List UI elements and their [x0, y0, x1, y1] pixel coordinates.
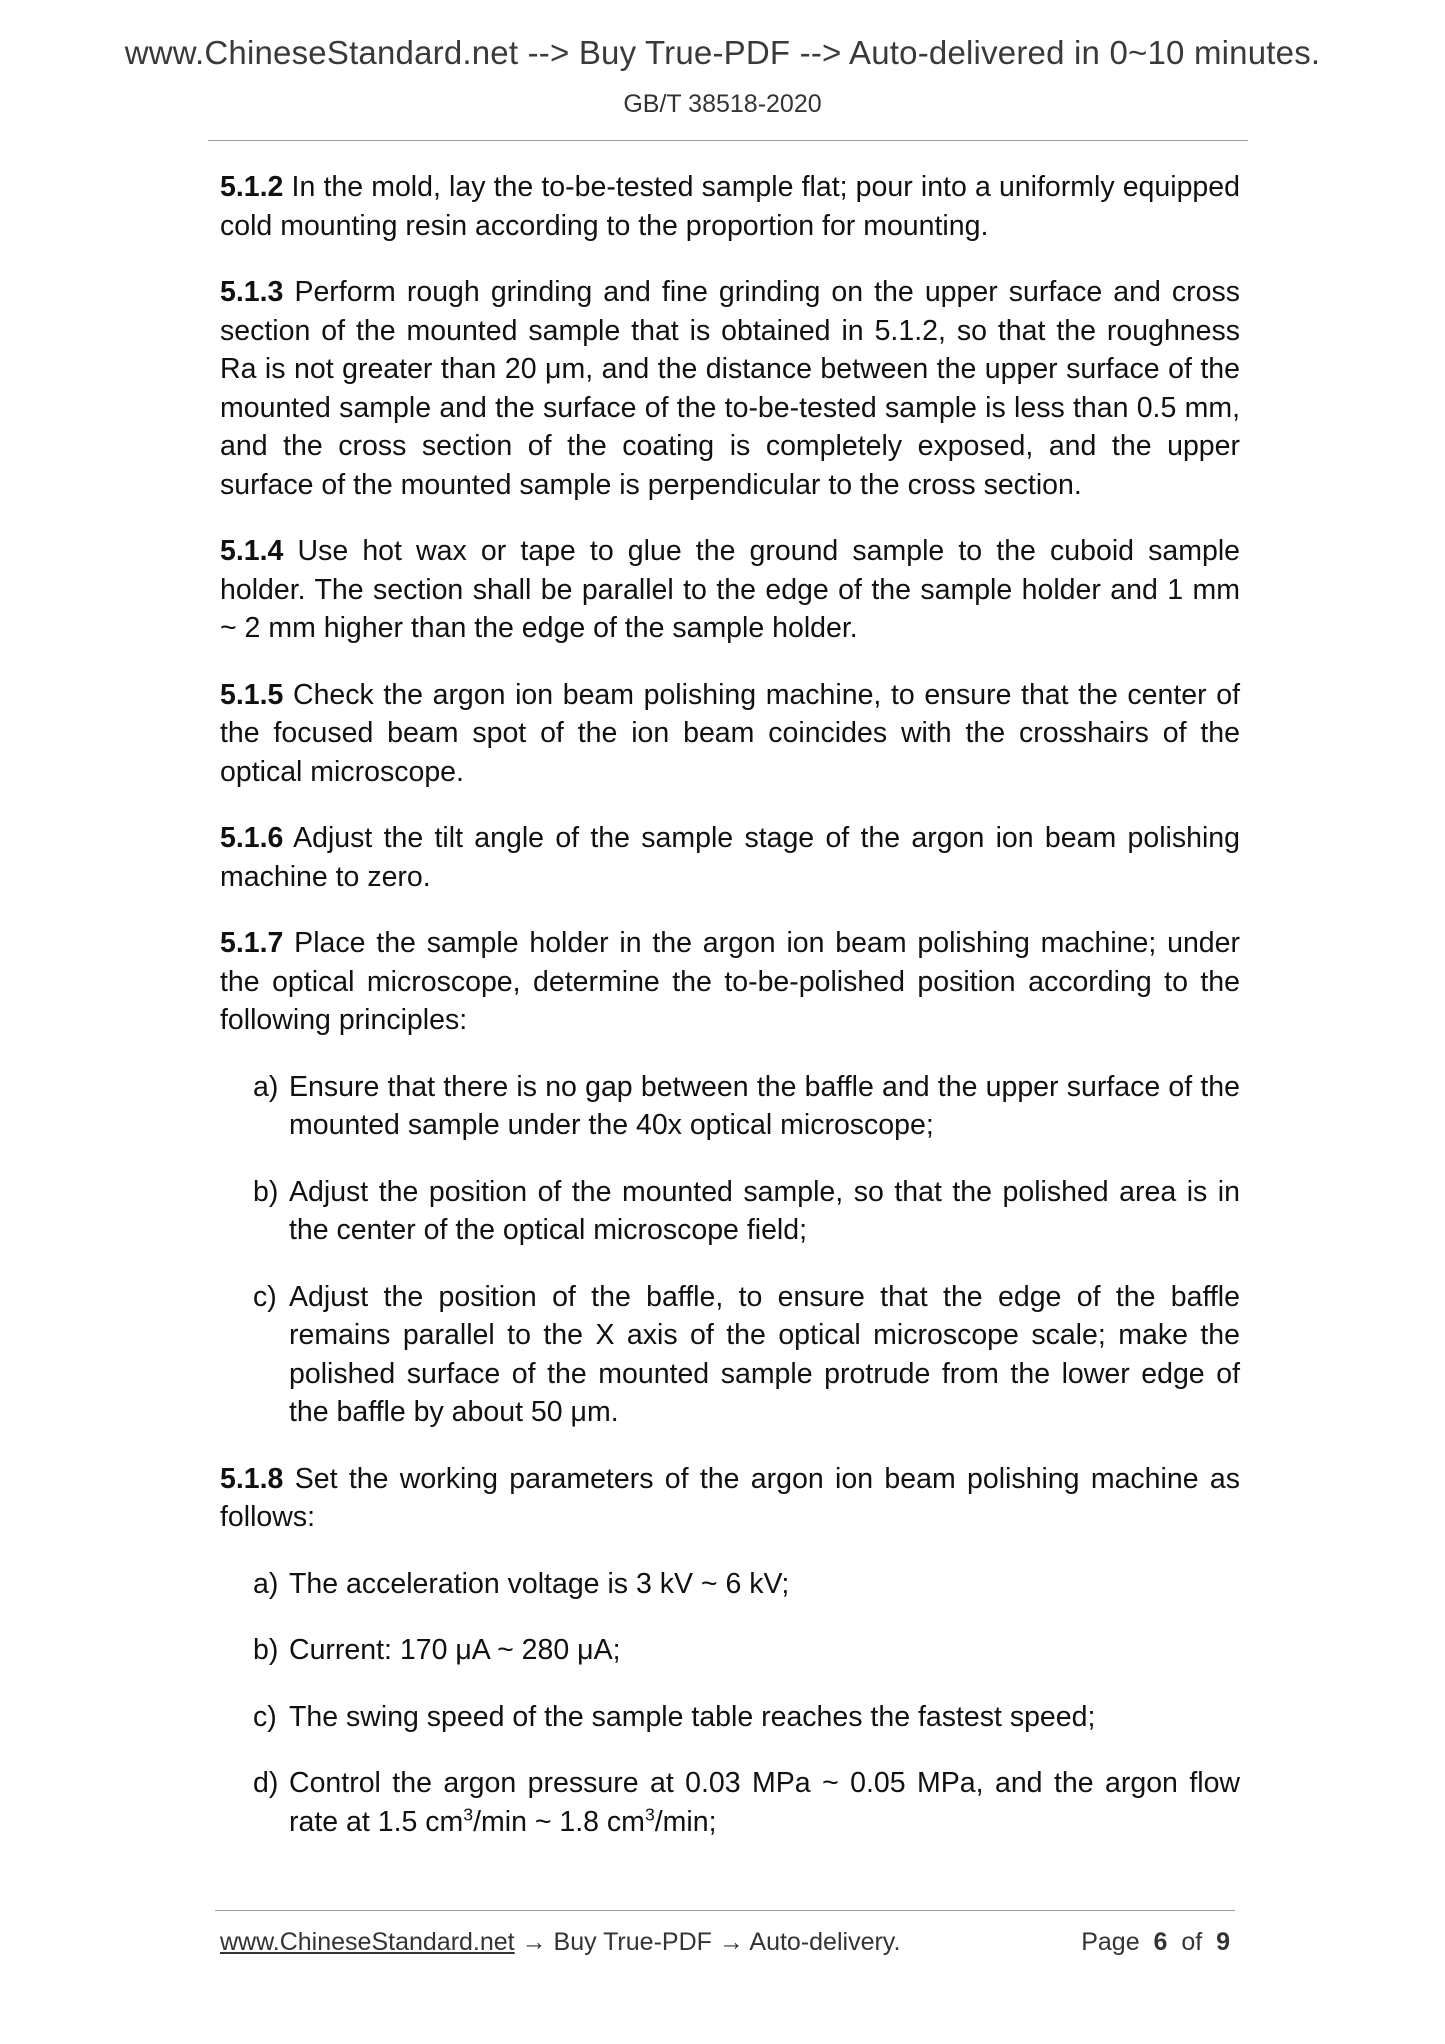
clause-number: 5.1.4	[220, 535, 284, 567]
document-body	[220, 168, 1240, 1869]
list-item-text: /min;	[654, 1805, 717, 1838]
clause-number: 5.1.8	[220, 1462, 284, 1495]
clause-text: Check the argon ion beam polishing machine, to ensure that the center of the focused beam spot of the ion beam coincides with the crosshairs of the optical microscope.	[220, 678, 1240, 788]
clause-5-1-6	[220, 819, 1240, 896]
clause-text: Adjust the tilt angle of the sample stage of the argon ion beam polishing machine to zero.	[220, 822, 1240, 893]
list-item	[253, 1698, 1240, 1737]
page-current: 6	[1153, 1928, 1168, 1956]
clause-5-1-3	[220, 273, 1240, 504]
site-banner: www.ChineseStandard.net --> Buy True-PDF --> Auto-delivered in 0~10 minutes.	[124, 34, 1321, 71]
list-marker: b)	[253, 1175, 279, 1208]
list-item	[253, 1631, 1240, 1670]
clause-5-1-7	[220, 924, 1240, 1040]
page-of-label: of	[1181, 1928, 1203, 1956]
list-marker: c)	[253, 1280, 277, 1313]
page-footer	[220, 1928, 1230, 1957]
list-marker: a)	[253, 1567, 279, 1600]
list-item	[253, 1068, 1240, 1145]
clause-text: Set the working parameters of the argon ion beam polishing machine as follows:	[220, 1462, 1240, 1533]
clause-text: Perform rough grinding and fine grinding on the upper surface and cross section of the mounted sample that is obtained in 5.1.2, so that the roughness Ra is not greater than 20 μm, and the distance between the upper surface of the mounted sample and the surface of the to-be-tested sample is less than 0.5 mm, and the cross section of the coating is completely exposed, and the upper surface of the mounted sample is perpendicular to the cross section.	[220, 276, 1240, 501]
list-item-text: Adjust the position of the baffle, to ensure that the edge of the baffle remains parallel to the X axis of the optical microscope scale; make the polished surface of the mounted sample protrude from the lower edge of the baffle by about 50 μm.	[289, 1280, 1240, 1428]
list-marker: c)	[253, 1700, 277, 1733]
list-marker: d)	[253, 1767, 279, 1799]
page-number	[1081, 1928, 1230, 1957]
clause-5-1-2	[220, 168, 1240, 245]
list-item-text: /min ~ 1.8 cm	[473, 1805, 645, 1838]
list-item-text: Control the argon pressure at 0.03 MPa ~ 0.05 MPa, and the argon flow rate at 1.5 cm	[289, 1767, 1240, 1838]
list-item	[253, 1173, 1240, 1250]
footer-tagline: → Buy True-PDF → Auto-delivery.	[514, 1928, 901, 1956]
clause-number: 5.1.5	[220, 678, 284, 711]
footer-divider	[215, 1910, 1235, 1911]
clause-5-1-5	[220, 676, 1240, 792]
clause-text: Use hot wax or tape to glue the ground sample to the cuboid sample holder. The section shall be parallel to the edge of the sample holder and 1 mm ~ 2 mm higher than the edge of the sample holder.	[220, 535, 1240, 644]
list-item	[253, 1565, 1240, 1604]
clause-number: 5.1.6	[220, 822, 284, 854]
clause-number: 5.1.7	[220, 927, 284, 959]
list-item-text: Ensure that there is no gap between the baffle and the upper surface of the mounted sample under the 40x optical microscope;	[289, 1070, 1240, 1141]
list-item-text: Current: 170 μA ~ 280 μA;	[289, 1634, 621, 1666]
list-item-text: The acceleration voltage is 3 kV ~ 6 kV;	[289, 1567, 790, 1600]
list-marker: b)	[253, 1634, 279, 1666]
page-total: 9	[1216, 1928, 1230, 1956]
footer-site-link[interactable]: www.ChineseStandard.net	[220, 1928, 515, 1956]
list-marker: a)	[253, 1070, 279, 1103]
clause-text: Place the sample holder in the argon ion beam polishing machine; under the optical microscope, determine the to-be-polished position according to the following principles:	[220, 927, 1240, 1036]
superscript: 3	[463, 1804, 474, 1824]
clause-number: 5.1.3	[220, 276, 284, 308]
clause-text: In the mold, lay the to-be-tested sample flat; pour into a uniformly equipped cold mounting resin according to the proportion for mounting.	[220, 171, 1240, 242]
header-divider	[208, 140, 1248, 141]
list-item-text: Adjust the position of the mounted sample, so that the polished area is in the center of the optical microscope field;	[289, 1175, 1240, 1246]
clause-5-1-4	[220, 532, 1240, 648]
page-label: Page	[1081, 1928, 1140, 1956]
clause-5-1-8	[220, 1460, 1240, 1537]
list-item	[253, 1764, 1240, 1841]
list-item	[253, 1278, 1240, 1432]
clause-number: 5.1.2	[220, 171, 284, 203]
list-item-text: The swing speed of the sample table reaches the fastest speed;	[289, 1700, 1096, 1733]
standard-code: GB/T 38518-2020	[623, 90, 822, 118]
superscript: 3	[644, 1804, 655, 1824]
